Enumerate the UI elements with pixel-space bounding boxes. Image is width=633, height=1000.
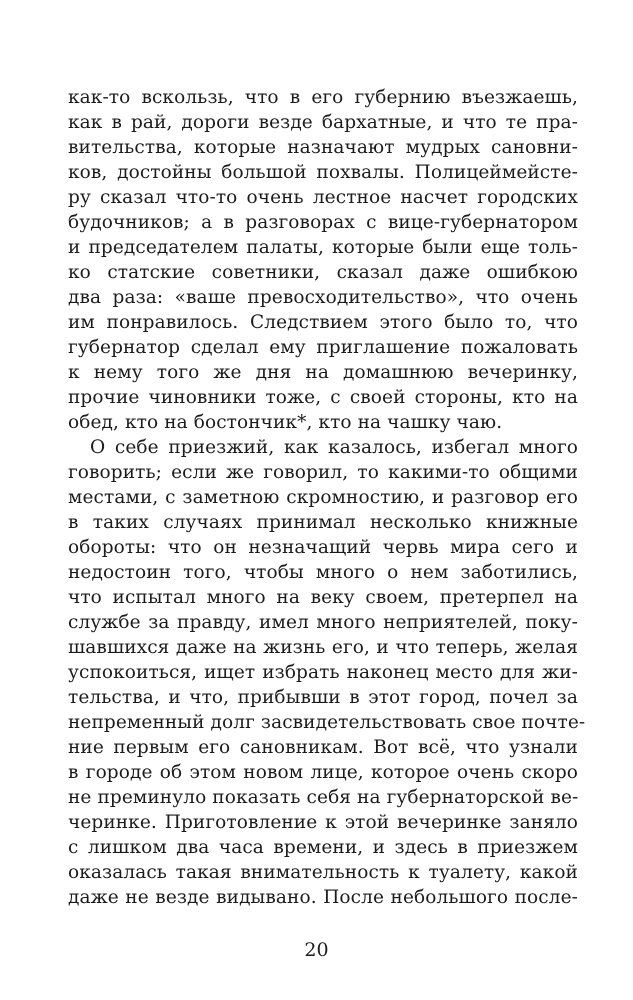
text-line: даже не везде видывано. После небольшого после- — [68, 887, 578, 908]
text-line: недостоин того, чтобы много о нем заботились, — [68, 562, 578, 583]
paragraph — [68, 435, 586, 910]
paragraph — [68, 85, 578, 435]
text-line: не преминуло показать себя на губернаторской ве- — [68, 787, 579, 808]
text-line: прочие чиновники тоже, с своей стороны, кто на — [68, 387, 578, 408]
text-line: им понравилось. Следствием этого было то, что — [68, 312, 578, 333]
text-line: оказалась такая внимательность к туалету, какой — [68, 862, 578, 883]
text-line: как-то вскользь, что в его губернию въезжаешь, — [68, 87, 578, 108]
text-line: ру сказал что-то очень лестное насчет городских — [68, 187, 578, 208]
text-line: к нему того же дня на домашнюю вечеринку, — [68, 362, 578, 383]
text-line: ков, достойны большой похвалы. Полицеймейсте- — [68, 162, 578, 183]
text-line: шавшихся даже на жизнь его, и что теперь, желая — [68, 637, 578, 658]
text-line: два раза: «ваше превосходительство», что очень — [68, 287, 578, 308]
text-line: в городе об этом новом лице, которое очень скоро — [68, 762, 578, 783]
text-line: и председателем палаты, которые были еще толь- — [68, 237, 578, 258]
text-line: обороты: что он незначащий червь мира сего и — [68, 537, 578, 558]
text-line: непременный долг засвидетельствовать свое почте- — [68, 712, 586, 733]
text-line: с лишком два часа времени, и здесь в приезжем — [68, 837, 578, 858]
text-line: вительства, которые назначают мудрых сановни- — [68, 137, 578, 158]
text-line: О себе приезжий, как казалось, избегал много — [90, 437, 578, 458]
text-line: службе за правду, имел много неприятелей, поку- — [68, 612, 578, 633]
text-line: в таких случаях принимал несколько книжные — [68, 512, 578, 533]
text-line: ко статские советники, сказал даже ошибкою — [68, 262, 578, 283]
text-line: обед, кто на бостончик*, кто на чашку чаю. — [68, 412, 503, 433]
text-line: успокоиться, ищет избрать наконец место для жи- — [68, 662, 578, 683]
text-line: будочников; а в разговорах с вице-губернатором — [68, 212, 578, 233]
page-number: 20 — [304, 939, 329, 961]
text-line: что испытал много на веку своем, претерпел на — [68, 587, 578, 608]
text-line: ние первым его сановникам. Вот всё, что узнали — [68, 737, 578, 758]
text-line: тельства, и что, прибывши в этот город, почел за — [68, 687, 578, 708]
text-line: местами, с заметною скромностию, и разговор его — [68, 487, 578, 508]
text-line: черинке. Приготовление к этой вечеринке заняло — [68, 812, 578, 833]
text-line: говорить; если же говорил, то какими-то общими — [68, 462, 578, 483]
body-text — [68, 85, 586, 910]
text-line: губернатор сделал ему приглашение пожаловать — [68, 337, 578, 358]
text-line: как в рай, дороги везде бархатные, и что те пра- — [68, 112, 578, 133]
